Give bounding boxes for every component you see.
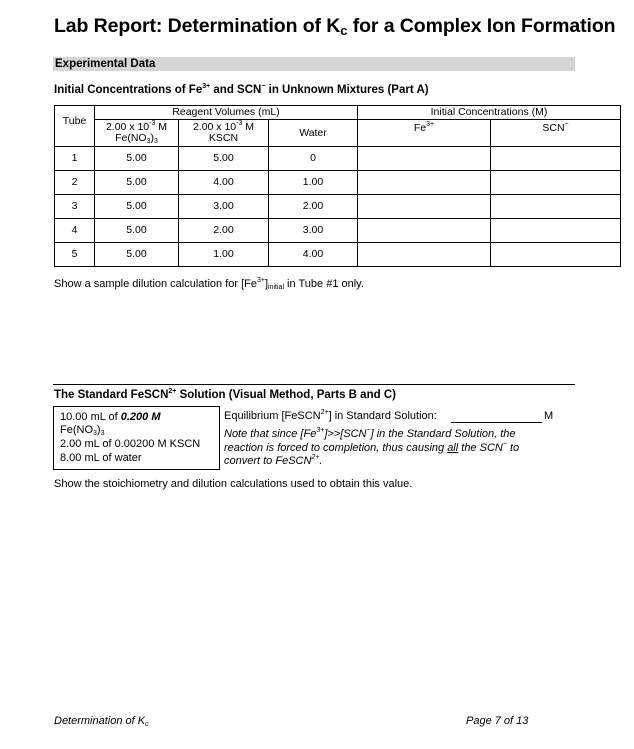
cell-scn-conc-blank[interactable] (491, 171, 621, 195)
cell-water-volume: 1.00 (269, 171, 358, 195)
col-header-water: Water (269, 120, 358, 147)
section-standard-solution: The Standard FeSCN$^{2+}$ Solution (Visual Method, Parts B and C) (54, 388, 396, 401)
italic-note-line-3: convert to FeSCN$^{2+}$. (224, 454, 323, 467)
cell-kscn-volume: 4.00 (179, 171, 269, 195)
std-box-line-3: 2.00 mL of 0.00200 M KSCN (60, 438, 201, 450)
equilibrium-unit: M (544, 410, 554, 422)
cell-scn-conc-blank[interactable] (491, 243, 621, 267)
table-row (55, 147, 621, 171)
equilibrium-answer-blank[interactable] (451, 422, 542, 423)
footer-doc-title: Determination of $K_c$ (54, 715, 149, 728)
cell-fe-volume: 5.00 (95, 171, 179, 195)
std-box-line-1: 10.00 mL of 0.200 M (60, 411, 161, 423)
cell-fe-conc-blank[interactable] (358, 171, 491, 195)
cell-kscn-volume: 5.00 (179, 147, 269, 171)
col-header-fe-nitrate: 2.00 x $10^{-3}$ M $Fe(NO_3)_3$ (95, 120, 179, 147)
table-title: Initial Concentrations of $Fe^{3+}$ and SCN− in Unknown Mixtures (Part A) (54, 83, 429, 96)
section-divider (53, 384, 575, 385)
section-experimental-data: Experimental Data (55, 58, 156, 70)
concentration-table (54, 105, 621, 267)
table-row (55, 195, 621, 219)
cell-tube: 3 (55, 195, 95, 219)
cell-tube: 2 (55, 171, 95, 195)
italic-note-line-2: reaction is forced to completion, thus causing all the SCN− to (224, 441, 520, 454)
page-title: Lab Report: Determination of $K_c$ for a Complex Ion Formation (54, 15, 616, 38)
col-header-scn-conc: SCN− (491, 120, 621, 147)
col-header-kscn: 2.00 x $10^{-3}$ M KSCN (179, 120, 269, 147)
cell-water-volume: 2.00 (269, 195, 358, 219)
col-header-fe-conc: $Fe^{3+}$ (358, 120, 491, 147)
dilution-instruction: Show a sample dilution calculation for $[Fe^{3+}]_{initial}$ in Tube #1 only. (54, 277, 364, 291)
cell-fe-conc-blank[interactable] (358, 195, 491, 219)
cell-scn-conc-blank[interactable] (491, 147, 621, 171)
col-group-initial-concentrations: Initial Concentrations (M) (358, 106, 621, 120)
cell-fe-volume: 5.00 (95, 195, 179, 219)
std-box-line-4: 8.00 mL of water (60, 452, 142, 464)
cell-fe-conc-blank[interactable] (358, 147, 491, 171)
table-row (55, 171, 621, 195)
cell-tube: 1 (55, 147, 95, 171)
footer-page-number: Page 7 of 13 (466, 715, 529, 727)
cell-water-volume: 4.00 (269, 243, 358, 267)
cell-fe-volume: 5.00 (95, 243, 179, 267)
cell-tube: 4 (55, 219, 95, 243)
cell-kscn-volume: 2.00 (179, 219, 269, 243)
cell-water-volume: 0 (269, 147, 358, 171)
table-row (55, 243, 621, 267)
col-group-reagent-volumes: Reagent Volumes (mL) (95, 106, 358, 120)
cell-fe-volume: 5.00 (95, 219, 179, 243)
col-header-tube: Tube (55, 106, 95, 147)
stoichiometry-instruction: Show the stoichiometry and dilution calculations used to obtain this value. (54, 478, 413, 490)
table-row (55, 219, 621, 243)
cell-kscn-volume: 3.00 (179, 195, 269, 219)
cell-fe-conc-blank[interactable] (358, 243, 491, 267)
italic-note-line-1: Note that since $[Fe^{3+}]>>[SCN^-]$ in the Standard Solution, the (224, 427, 516, 440)
cell-fe-volume: 5.00 (95, 147, 179, 171)
std-box-line-2: $Fe(NO_3)_3$ (60, 424, 105, 437)
cell-scn-conc-blank[interactable] (491, 219, 621, 243)
equilibrium-label: Equilibrium [FeSCN$^{2+}$] in Standard Solution: (224, 409, 437, 422)
cell-kscn-volume: 1.00 (179, 243, 269, 267)
cell-water-volume: 3.00 (269, 219, 358, 243)
cell-fe-conc-blank[interactable] (358, 219, 491, 243)
cell-tube: 5 (55, 243, 95, 267)
cell-scn-conc-blank[interactable] (491, 195, 621, 219)
